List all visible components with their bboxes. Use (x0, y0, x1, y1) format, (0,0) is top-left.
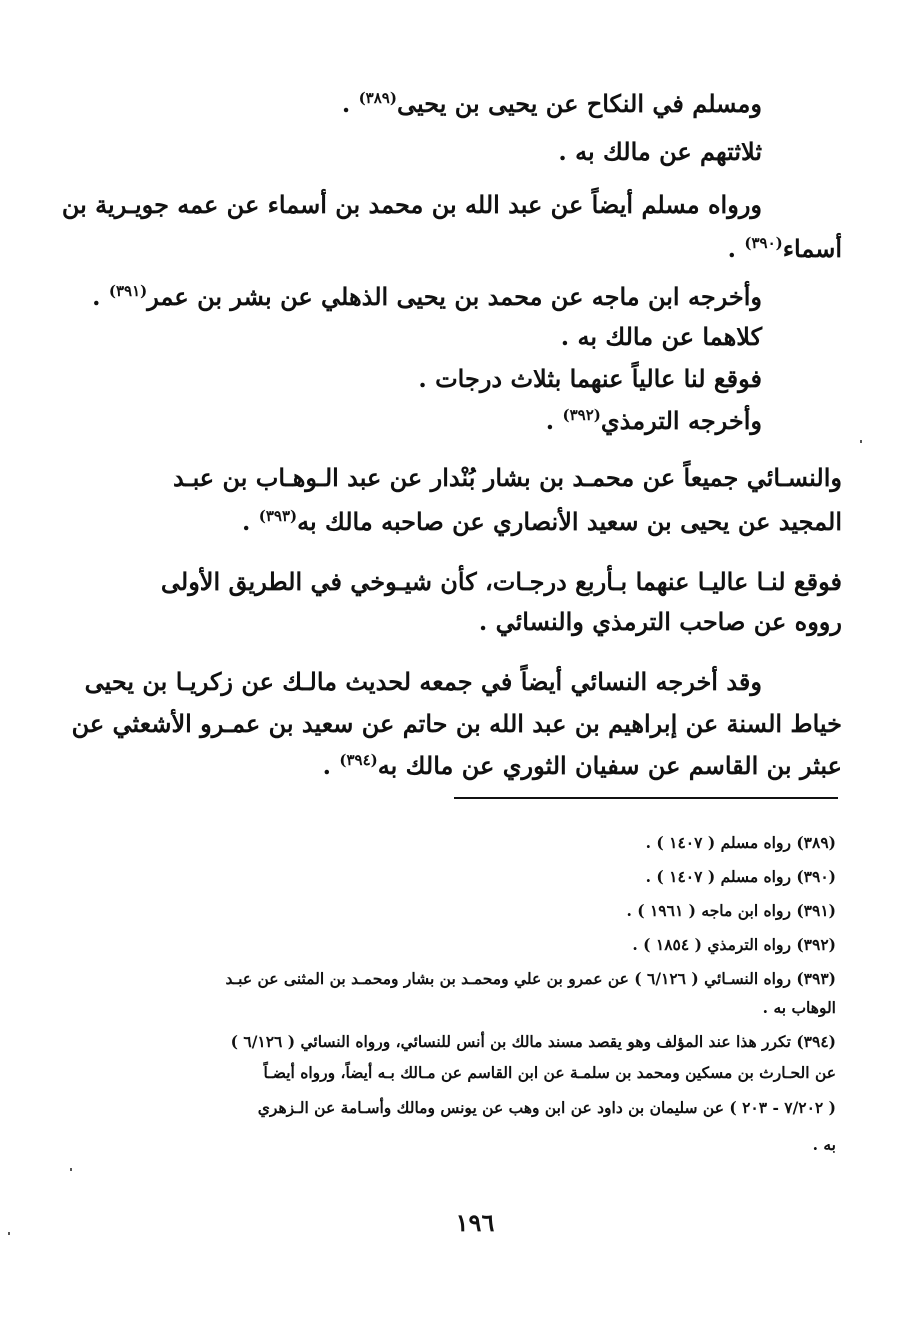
footnote-394-line-2: عن الحـارث بن مسكين ومحمد بن سلمـة عن ابن القاسم عن مـالك بـه أيضاً، ورواه أيضـاً (263, 1063, 836, 1082)
body-line-1: ومسلم في النكاح عن يحيى بن يحيى$^{(٣٨٩)}$ . (341, 89, 762, 118)
body-line-8: وأخرجه الترمذي$^{(٣٩٢)}$ . (545, 406, 762, 435)
body-line-7: فوقع لنا عالياً عنهما بثلاث درجات . (418, 364, 762, 393)
footnote-390: (٣٩٠) رواه مسلم ( ١٤٠٧ ) . (645, 867, 836, 886)
footnote-391: (٣٩١) رواه ابن ماجه ( ١٩٦١ ) . (626, 901, 836, 920)
footnote-ref-391[interactable]: (٣٩١) (108, 282, 148, 300)
body-line-4: أسماء$^{(٣٩٠)}$ . (727, 234, 842, 263)
body-line-13: وقد أخرجه النسائي أيضاً في جمعه لحديث مالـك عن زكريـا بن يحيى (84, 667, 762, 696)
footnote-394-line-3: ( ٧/٢٠٢ - ٢٠٣ ) عن سليمان بن داود عن ابن وهب عن يونس ومالك وأسـامة عن الـزهري (257, 1098, 836, 1117)
body-line-9: والنسـائي جميعاً عن محمـد بن بشار بُنْدار عن عبد الـوهـاب بن عبـد (172, 463, 842, 492)
body-line-15: عبثر بن القاسم عن سفيان الثوري عن مالك به$^{(٣٩٤)}$ . (322, 751, 842, 780)
body-line-11: فوقع لنـا عاليـا عنهما بـأربع درجـات، كأن شيـوخي في الطريق الأولى (160, 567, 842, 596)
body-line-14: خياط السنة عن إبراهيم بن عبد الله بن حاتم عن سعيد بن عمـرو الأشعثي عن (71, 709, 842, 738)
footnote-ref-393[interactable]: (٣٩٣) (258, 507, 298, 525)
page-number: ١٩٦ (455, 1208, 495, 1237)
footnote-393-line-1: (٣٩٣) رواه النسـائي ( ٦/١٢٦ ) عن عمرو بن علي ومحمـد بن بشار ومحمـد بن المثنى عن عبـد (225, 969, 836, 988)
footnote-394-line-1: (٣٩٤) تكرر هذا عند المؤلف وهو يقصد مسند مالك بن أنس للنسائي، ورواه النسائي ( ٦/١٢٦ ) (230, 1032, 836, 1051)
footnote-393-line-2: الوهاب به . (762, 998, 836, 1017)
body-line-2: ثلاثتهم عن مالك به . (558, 137, 762, 166)
scan-speck (70, 1168, 72, 1171)
footnote-ref-392[interactable]: (٣٩٢) (562, 406, 601, 424)
body-line-3: ورواه مسلم أيضاً عن عبد الله بن محمد بن أسماء عن عمه جويـرية بن (61, 190, 762, 219)
footnote-ref-389[interactable]: (٣٨٩) (358, 89, 397, 107)
footnote-ref-394[interactable]: (٣٩٤) (339, 751, 378, 769)
footnote-separator (454, 797, 838, 799)
scan-speck (8, 1232, 10, 1235)
body-line-10: المجيد عن يحيى بن سعيد الأنصاري عن صاحبه مالك به$^{(٣٩٣)}$ . (242, 507, 842, 536)
footnote-ref-390[interactable]: (٣٩٠) (744, 234, 783, 252)
footnote-389: (٣٨٩) رواه مسلم ( ١٤٠٧ ) . (645, 833, 836, 852)
body-line-5: وأخرجه ابن ماجه عن محمد بن يحيى الذهلي عن بشر بن عمر$^{(٣٩١)}$ . (92, 282, 762, 311)
body-line-12: رووه عن صاحب الترمذي والنسائي . (478, 607, 842, 636)
body-line-6: كلاهما عن مالك به . (560, 322, 762, 351)
scan-speck (860, 440, 862, 443)
footnote-392: (٣٩٢) رواه الترمذي ( ١٨٥٤ ) . (632, 935, 836, 954)
footnote-394-line-4: به . (812, 1135, 836, 1154)
